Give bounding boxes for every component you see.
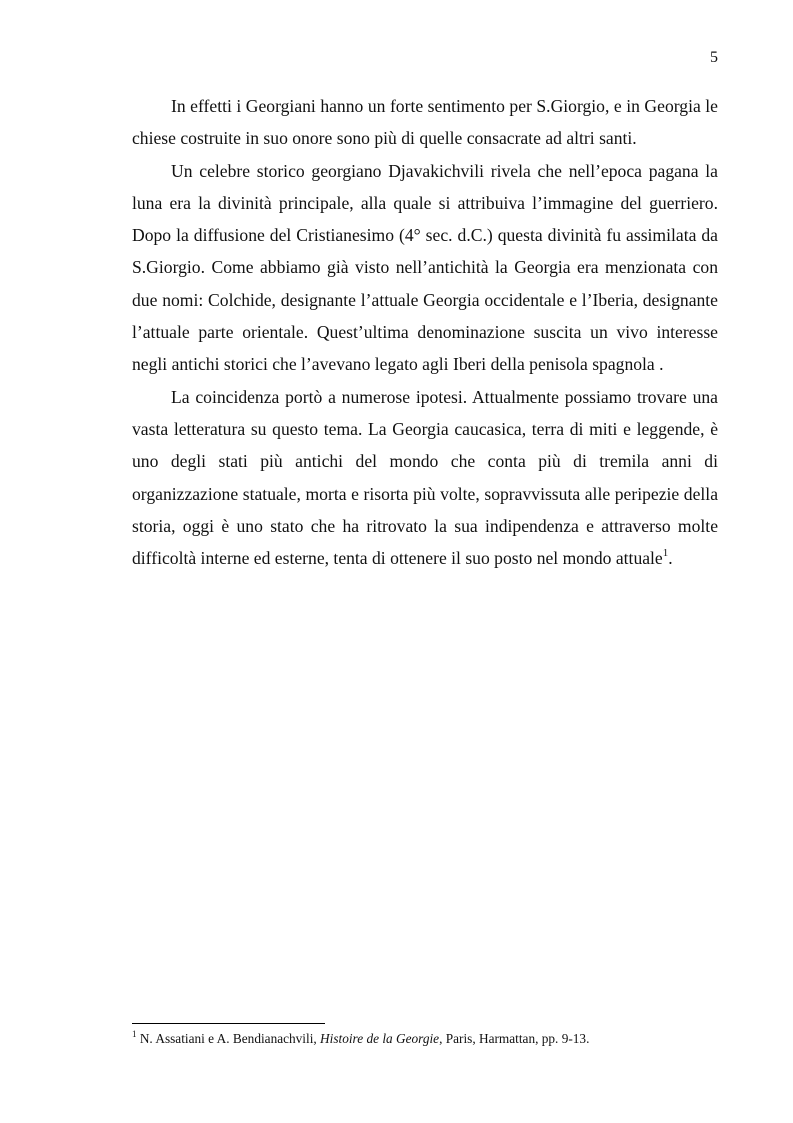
footnote-separator	[132, 1023, 325, 1024]
footnote-publication: , Paris, Harmattan, pp. 9-13.	[439, 1031, 590, 1046]
paragraph-3-text: La coincidenza portò a numerose ipotesi. Attualmente possiamo trovare una vasta letteratura su questo tema. La Georgia caucasica, terra di miti e leggende, è uno degli stati più antichi del mondo che conta più di tremila anni di organizzazione statuale, morta e risorta più volte, sopravvissuta alle peripezie della storia, oggi è uno stato che ha ritrovato la sua indipendenza e attraverso molte difficoltà interne ed esterne, tenta di ottenere il suo posto nel mondo attuale	[132, 386, 718, 569]
footnote-book-title: Histoire de la Georgie	[320, 1031, 440, 1046]
footnote-authors: N. Assatiani e A. Bendianachvili,	[139, 1031, 321, 1046]
footnote	[132, 1030, 718, 1048]
footnote-marker: 1	[132, 1028, 137, 1039]
footnote-reference[interactable]: 1	[662, 547, 669, 560]
paragraph-3-tail: .	[668, 548, 673, 569]
body-text	[132, 90, 718, 574]
paragraph-3	[132, 381, 718, 575]
paragraph-2: Un celebre storico georgiano Djavakichvili rivela che nell’epoca pagana la luna era la divinità principale, alla quale si attribuiva l’immagine del guerriero. Dopo la diffusione del Cristianesimo (4° sec. d.C.) questa divinità fu assimilata da S.Giorgio. Come abbiamo già visto nell’antichità la Georgia era menzionata con due nomi: Colchide, designante l’attuale Georgia occidentale e l’Iberia, designante l’attuale parte orientale. Quest’ultima denominazione suscita un vivo interesse negli antichi storici che l’avevano legato agli Iberi della penisola spagnola .	[132, 160, 718, 375]
paragraph-1: In effetti i Georgiani hanno un forte sentimento per S.Giorgio, e in Georgia le chiese costruite in suo onore sono più di quelle consacrate ad altri santi.	[132, 96, 718, 149]
page-number: 5	[710, 49, 718, 66]
